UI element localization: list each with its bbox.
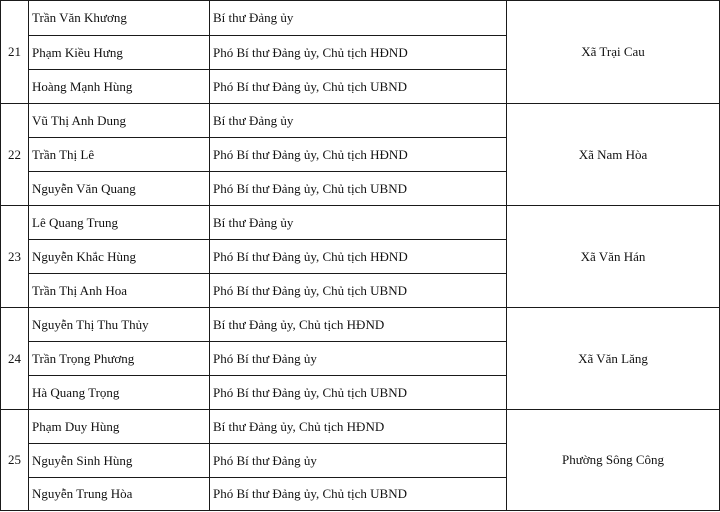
- member-name: Phạm Kiều Hưng: [29, 36, 210, 70]
- member-title: Bí thư Đảng ủy: [210, 104, 507, 138]
- member-title: Phó Bí thư Đảng ủy, Chủ tịch UBND: [210, 478, 507, 511]
- member-title: Phó Bí thư Đảng ủy, Chủ tịch UBND: [210, 70, 507, 104]
- table-row: [1, 308, 720, 342]
- unit-name: Xã Trại Cau: [507, 1, 720, 104]
- member-name: Vũ Thị Anh Dung: [29, 104, 210, 138]
- member-name: Nguyễn Sinh Hùng: [29, 444, 210, 478]
- member-name: Phạm Duy Hùng: [29, 410, 210, 444]
- unit-name: Xã Nam Hòa: [507, 104, 720, 206]
- member-title: Phó Bí thư Đảng ủy: [210, 342, 507, 376]
- member-name: Trần Thị Anh Hoa: [29, 274, 210, 308]
- member-title: Bí thư Đảng ủy, Chủ tịch HĐND: [210, 410, 507, 444]
- member-name: Nguyễn Thị Thu Thủy: [29, 308, 210, 342]
- member-title: Phó Bí thư Đảng ủy, Chủ tịch HĐND: [210, 138, 507, 172]
- group-number: 25: [1, 410, 29, 511]
- unit-name: Phường Sông Công: [507, 410, 720, 511]
- table-row: [1, 1, 720, 36]
- table-row: [1, 104, 720, 138]
- member-title: Phó Bí thư Đảng ủy, Chủ tịch HĐND: [210, 36, 507, 70]
- member-title: Bí thư Đảng ủy: [210, 1, 507, 36]
- member-name: Trần Trọng Phương: [29, 342, 210, 376]
- member-name: Lê Quang Trung: [29, 206, 210, 240]
- group-number: 23: [1, 206, 29, 308]
- member-title: Phó Bí thư Đảng ủy: [210, 444, 507, 478]
- table-row: [1, 206, 720, 240]
- member-name: Trần Văn Khương: [29, 1, 210, 36]
- unit-name: Xã Văn Hán: [507, 206, 720, 308]
- group-number: 21: [1, 1, 29, 104]
- member-title: Phó Bí thư Đảng ủy, Chủ tịch HĐND: [210, 240, 507, 274]
- personnel-table-body: [1, 1, 720, 511]
- member-name: Nguyễn Khắc Hùng: [29, 240, 210, 274]
- member-title: Bí thư Đảng ủy, Chủ tịch HĐND: [210, 308, 507, 342]
- member-name: Trần Thị Lê: [29, 138, 210, 172]
- member-name: Hoàng Mạnh Hùng: [29, 70, 210, 104]
- group-number: 22: [1, 104, 29, 206]
- member-title: Bí thư Đảng ủy: [210, 206, 507, 240]
- member-title: Phó Bí thư Đảng ủy, Chủ tịch UBND: [210, 172, 507, 206]
- member-name: Nguyễn Văn Quang: [29, 172, 210, 206]
- member-name: Nguyễn Trung Hòa: [29, 478, 210, 511]
- member-title: Phó Bí thư Đảng ủy, Chủ tịch UBND: [210, 274, 507, 308]
- table-row: [1, 410, 720, 444]
- member-title: Phó Bí thư Đảng ủy, Chủ tịch UBND: [210, 376, 507, 410]
- unit-name: Xã Văn Lăng: [507, 308, 720, 410]
- member-name: Hà Quang Trọng: [29, 376, 210, 410]
- group-number: 24: [1, 308, 29, 410]
